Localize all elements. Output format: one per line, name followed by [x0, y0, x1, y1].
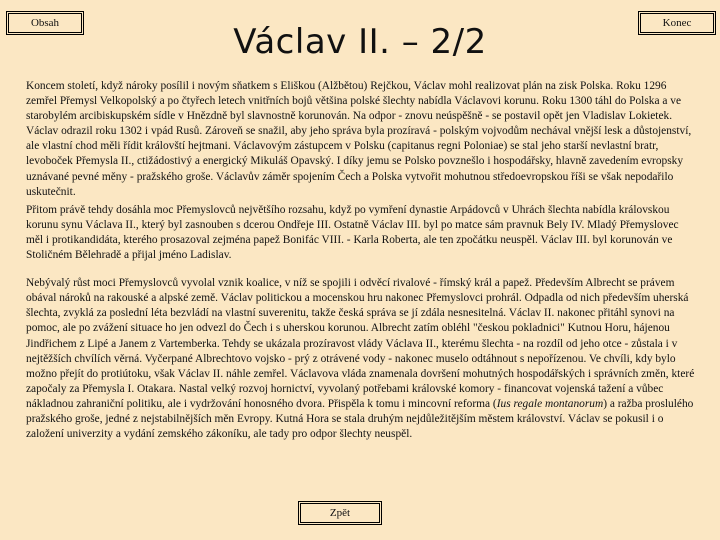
paragraph-1: Koncem století, když nároky posílil i novým sňatkem s Eliškou (Alžbětou) Rejčkou, Václav mohl realizovat plán na zisk Polska. Roku 1296 zemřel Přemysl Velkopolský a po čtyřech letech vnitřních bojů většina polské šlechty nabídla Václavovi korunu. Roku 1300 táhl do Polska a ve starobylém arcibiskupském sídle v Hnězdně byl slavnostně korunován. Na odpor - znovu neúspěšně - se postavil opět jen Vladislav Lokietek. Václav odrazil roku 1302 i vpád Rusů. Zároveň se snažil, aby jeho správa byla prozíravá - polským vojvodům nechával vnější lesk a důstojenství, ale vlastní chod měli řídit královští hejtmani. Václavovým zástupcem v Polsku (capitanus regni Poloniae) se stal jeho starší nevlastní bratr, levoboček Přemysla II., ctižádostivý a energický Mikuláš Opavský. I díky jemu se Polsko povznešlo i hospodářsky, hlavně zavedením evropsky uznávané pevné měny - pražského groše. Václavův záměr spojením Čech a Polska vytvořit mohutnou středoevropskou říši se však nepodařilo uskutečnit. [26, 80, 692, 198]
paragraph-2: Přitom právě tehdy dosáhla moc Přemyslovců největšího rozsahu, když po vymření dynastie Arpádovců v Uhrách šlechta nabídla královskou korunu synu Václava II., který byl zasnouben s dcerou Ondřeje III. Ostatně Václav III. byl po matce sám pravnuk Bely IV. Mladý Přemyslovec měl i protikandidáta, kterého prosazoval zejména papež Bonifác VIII. - Karla Roberta, ale ten zpočátku neuspěl. Václav III. byl korunován ve Stoličném Bělehradě a přijal jméno Ladislav. [26, 203, 679, 262]
page-title: Václav II. – 2/2 [233, 22, 487, 62]
paragraph-3-text-a: Nebývalý růst moci Přemyslovců vyvolal vznik koalice, v níž se spojili i odvěcí rivalové - římský král a papež. Především Albrecht se právem obával nároků na rakouské a alpské země. Václav politickou a mocenskou hru nakonec Přemyslovci prohrál. Odpadla od nich především uherská šlechta, zvyklá za poslední léta bezvládí na vlastní suverenitu, takže česká správa se jí zdála nesnesitelná. Václav II. nakonec přitáhl synovi na pomoc, ale po zvážení situace ho jen odvezl do Čech i s uherskou korunou. Albrecht zatím obléhl "českou pokladnici" Kutnou Horu, hájenou Jindřichem z Lipé a Janem z Vartemberka. Tehdy se ukázala prozíravost vlády Václava II., kterému šlechta - na rozdíl od jeho otce - zůstala i v nejtěžších chvílích věrná. Vyčerpané Albrechtovo vojsko - prý z otrávené vody - nakonec muselo odtáhnout s nepořízenou. Ve chvíli, kdy bylo možno přejít do protiútoku, však Václav II. náhle zemřel. Václavova vláda znamenala dovršení mohutných hospodářských i správních změn, které započaly za Přemysla I. Otakara. Nastal velký rozvoj hornictví, vyvolaný potřebami královské komory - financovat vojenská tažení a vůbec nákladnou zahraniční politiku, ale i vydržování honosného dvora. Přispěla k tomu i mincovní reforma ( [26, 277, 695, 410]
article-body [26, 79, 698, 448]
contents-button[interactable]: Obsah [8, 13, 82, 33]
back-button[interactable]: Zpět [300, 503, 380, 523]
end-button[interactable]: Konec [640, 13, 714, 33]
paragraph-3-text-b: ) a ražba proslulého pražského groše, jedné z nejstabilnějších měn Evropy. Kutná Hora se stala druhým nejdůležitějším městem království. Václav se pokusil i o založení univerzity a vydání zemského zákoníku, ale tady pro odpor šlechty neuspěl. [26, 397, 694, 441]
latin-term: Ius regale montanorum [496, 397, 604, 410]
paragraph-3 [26, 276, 698, 442]
